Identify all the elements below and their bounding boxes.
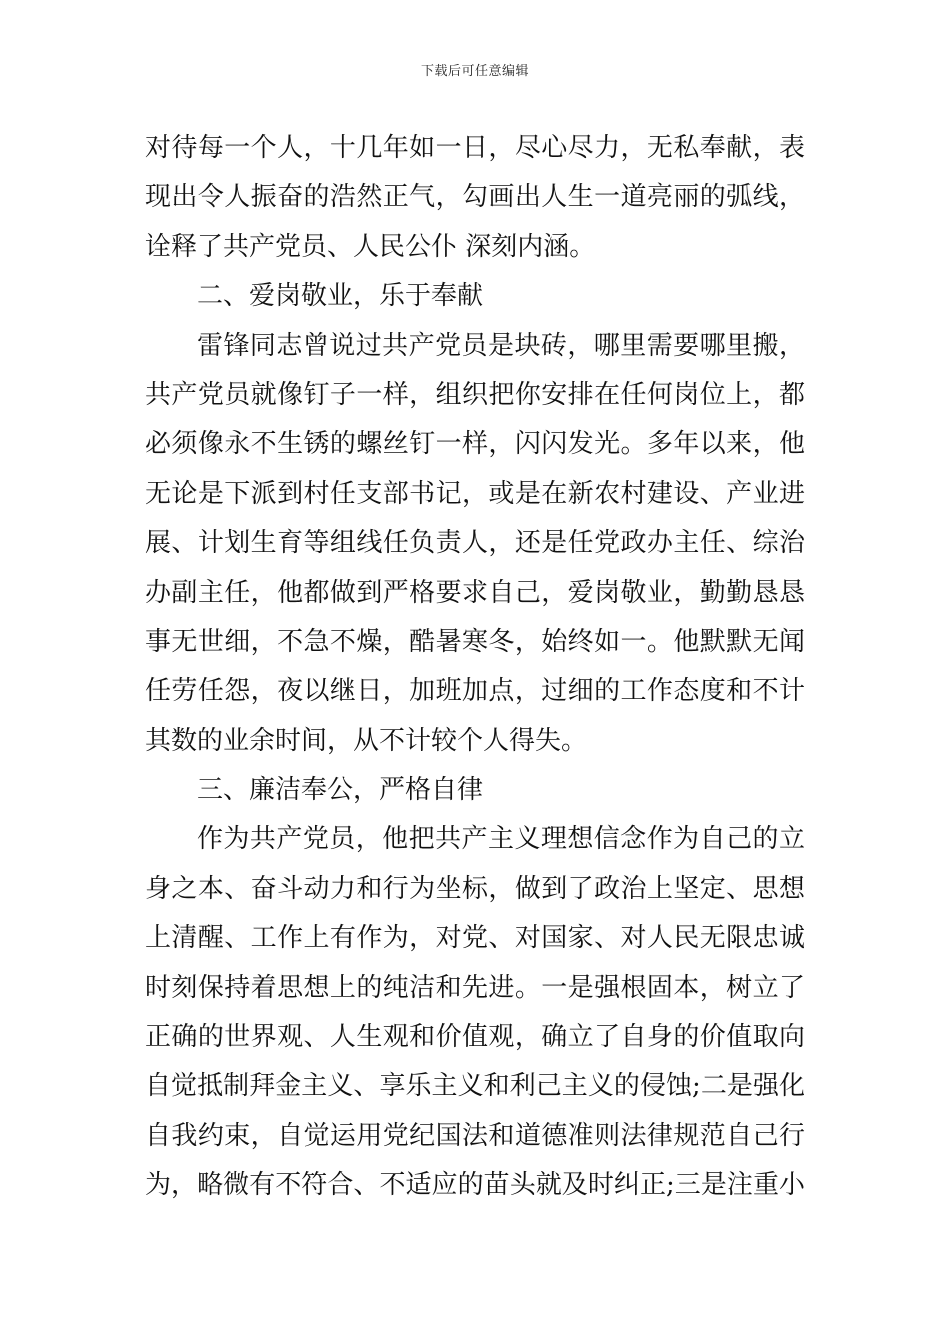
text-line: 办副主任，他都做到严格要求自己，爱岗敬业，勤勤恳恳 [145, 577, 805, 608]
text-line: 为，略微有不符合、不适应的苗头就及时纠正;三是注重小 [145, 1170, 805, 1201]
text-line: 必须像永不生锈的螺丝钉一样，闪闪发光。多年以来，他 [145, 429, 805, 460]
text-line: 自我约束，自觉运用党纪国法和道德准则法律规范自己行 [145, 1120, 805, 1151]
text-line: 时刻保持着思想上的纯洁和先进。一是强根固本，树立了 [145, 972, 805, 1003]
text-line: 自觉抵制拜金主义、享乐主义和利己主义的侵蚀;二是强化 [145, 1071, 805, 1102]
text-line: 身之本、奋斗动力和行为坐标，做到了政治上坚定、思想 [145, 873, 805, 904]
body-text [145, 124, 805, 1211]
text-line: 现出令人振奋的浩然正气，勾画出人生一道亮丽的弧线， [145, 182, 805, 213]
text-line: 任劳任怨，夜以继日，加班加点，过细的工作态度和不计 [145, 676, 805, 707]
text-line: 其数的业余时间，从不计较个人得失。 [145, 725, 588, 756]
text-line: 正确的世界观、人生观和价值观，确立了自身的价值取向 [145, 1022, 805, 1053]
text-line: 上清醒、工作上有作为，对党、对国家、对人民无限忠诚 [145, 923, 805, 954]
text-line: 雷锋同志曾说过共产党员是块砖，哪里需要哪里搬， [197, 330, 805, 361]
text-line: 作为共产党员，他把共产主义理想信念作为自己的立 [197, 824, 805, 855]
text-line: 展、计划生育等组线任负责人，还是任党政办主任、综治 [145, 528, 805, 559]
text-line: 无论是下派到村任支部书记，或是在新农村建设、产业进 [145, 478, 805, 509]
text-line: 对待每一个人，十几年如一日，尽心尽力，无私奉献，表 [145, 133, 805, 163]
text-line: 共产党员就像钉子一样，组织把你安排在任何岗位上，都 [145, 379, 805, 410]
page-header: 下载后可任意编辑 [420, 64, 529, 79]
section-heading: 二、爱岗敬业，乐于奉献 [197, 281, 484, 312]
text-line: 事无世细，不急不燥，酷暑寒冬，始终如一。他默默无闻 [145, 626, 805, 657]
text-line: 诠释了共产党员、人民公仆 深刻内涵。 [145, 231, 596, 262]
section-heading: 三、廉洁奉公，严格自律 [197, 775, 484, 806]
